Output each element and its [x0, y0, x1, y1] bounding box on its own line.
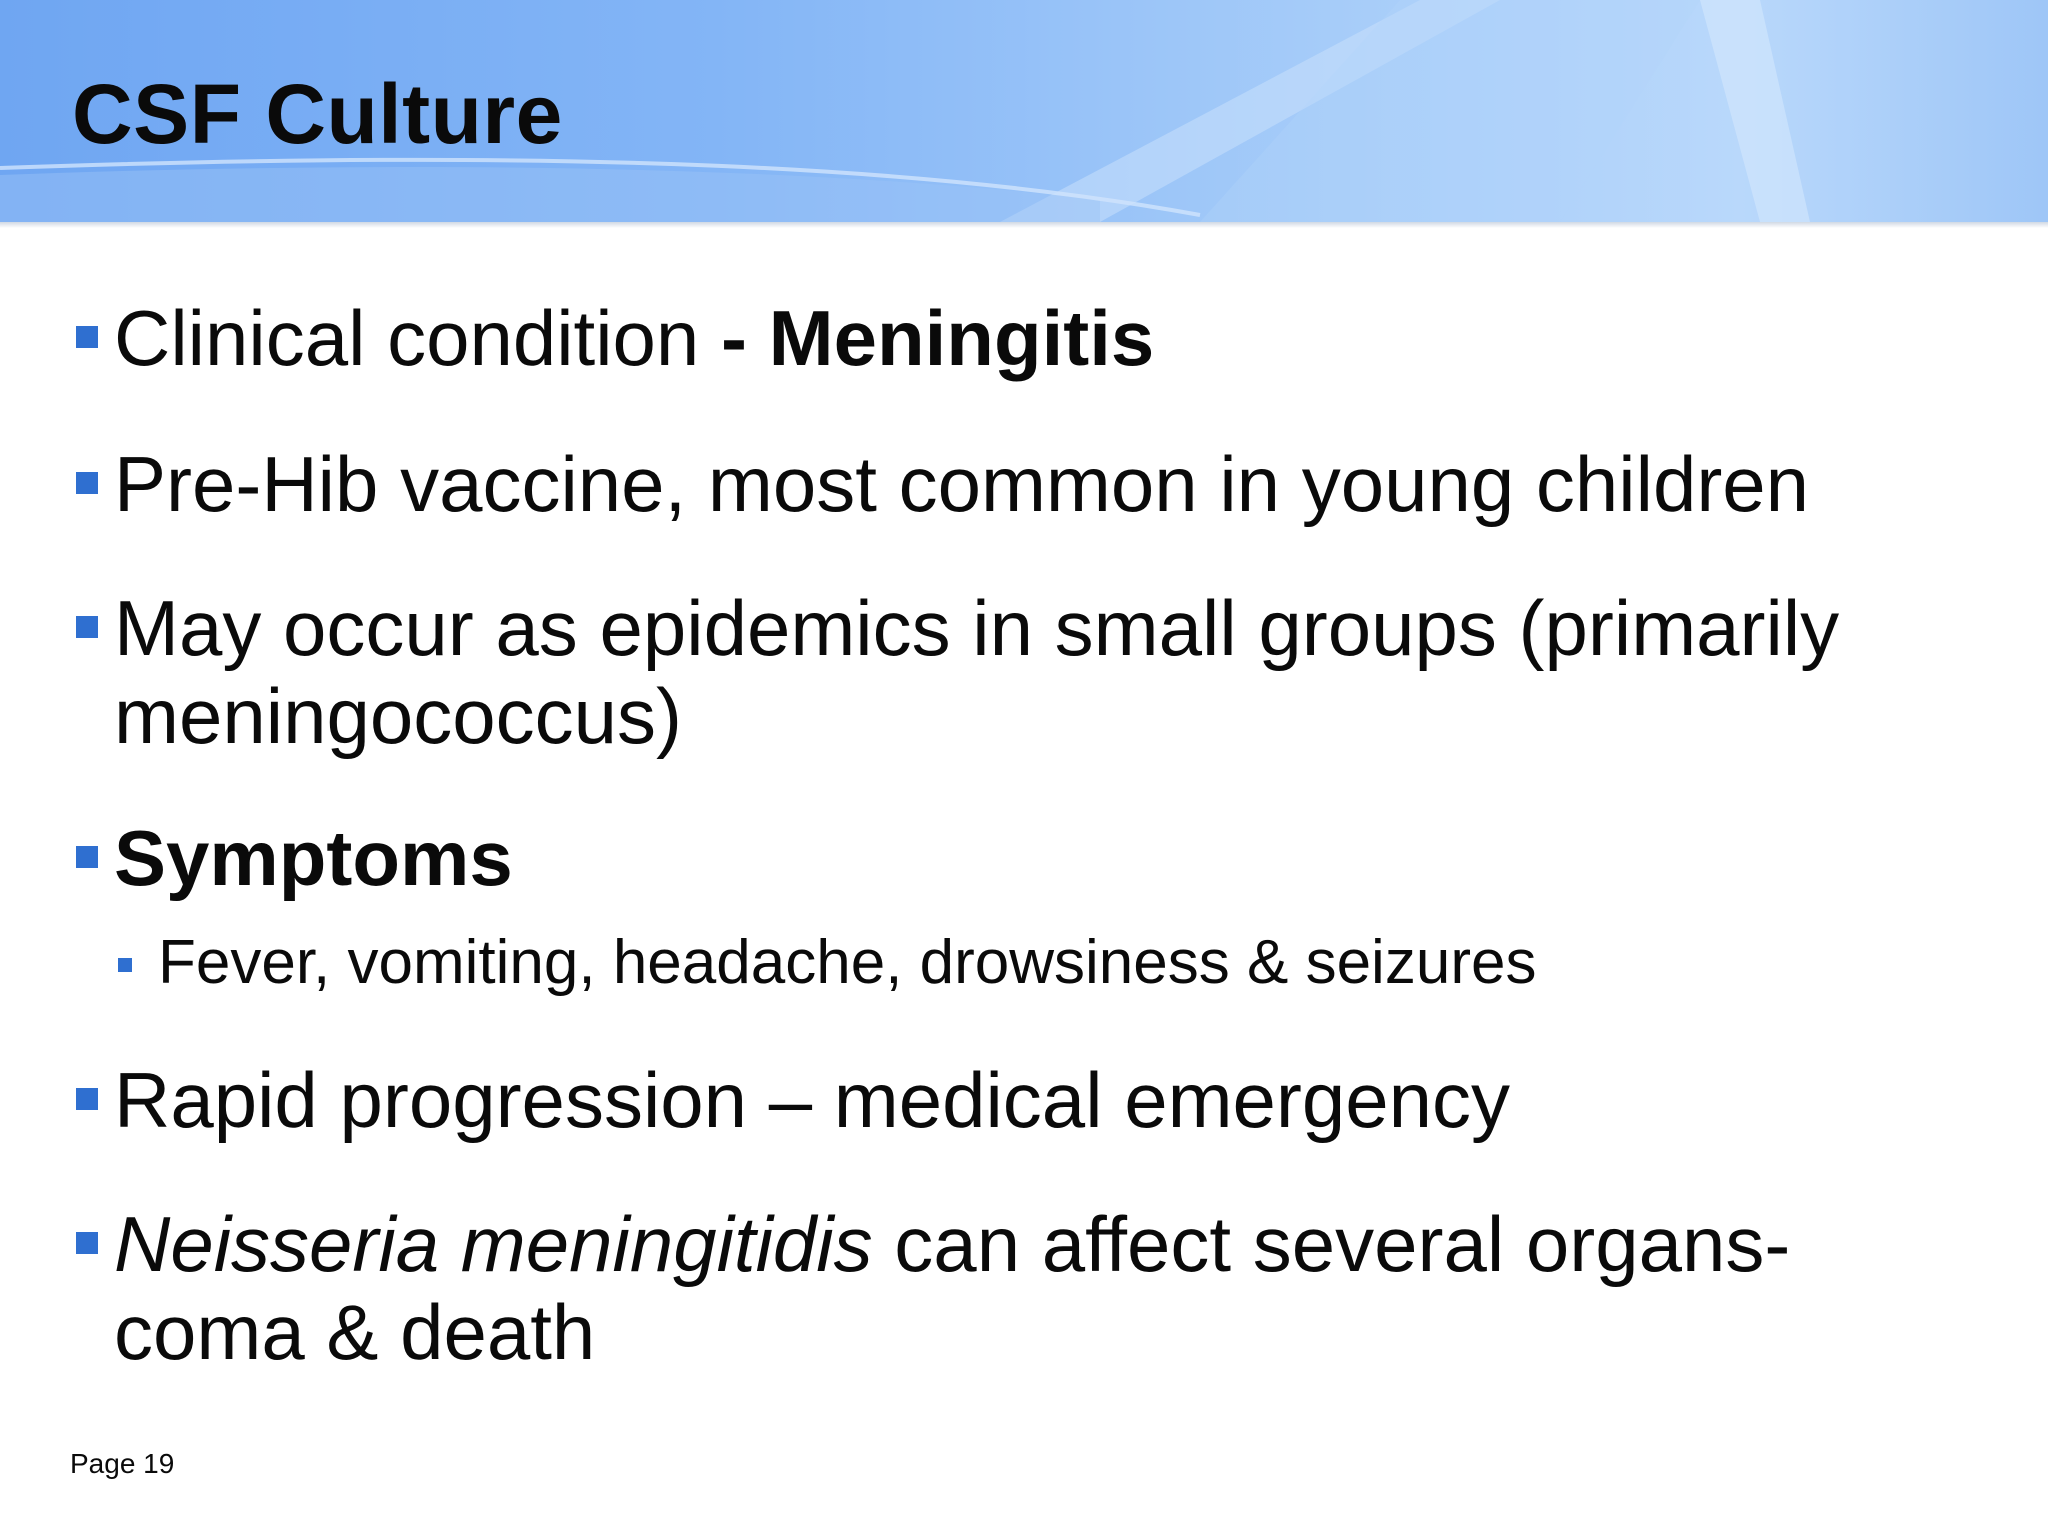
sub-bullet-symptom-list: [158, 928, 1958, 998]
bullet-epidemics: [114, 584, 1974, 760]
square-bullet-icon: [76, 1088, 98, 1110]
bullet-text: can affect several organs- coma & death: [114, 1200, 1791, 1376]
square-bullet-icon: [76, 472, 98, 494]
slide-title: CSF Culture: [72, 67, 563, 161]
sub-bullet-text: Fever, vomiting, headache, drowsiness & seizures: [158, 928, 1537, 997]
bullet-text-bold: Symptoms: [114, 814, 513, 902]
bullet-text-bold: - Meningitis: [720, 294, 1155, 382]
header-shadow: [0, 222, 2048, 228]
bullet-neisseria: [114, 1200, 1974, 1376]
bullet-clinical-condition: [114, 294, 1974, 382]
bullet-symptoms: [114, 814, 1974, 902]
square-bullet-icon: [76, 326, 98, 348]
square-bullet-icon: [76, 846, 98, 868]
page-number: Page 19: [70, 1448, 175, 1479]
bullet-rapid-progression: [114, 1056, 1974, 1144]
bullet-text: Rapid progression – medical emergency: [114, 1056, 1511, 1144]
bullet-text: Clinical condition: [114, 294, 721, 382]
small-square-bullet-icon: [118, 958, 132, 972]
bullet-text: May occur as epidemics in small groups (primarily meningococcus): [114, 584, 1840, 760]
bullet-text: Pre-Hib vaccine, most common in young children: [114, 440, 1810, 528]
square-bullet-icon: [76, 616, 98, 638]
square-bullet-icon: [76, 1232, 98, 1254]
bullet-pre-hib-vaccine: [114, 440, 1974, 528]
bullet-text-italic: Neisseria meningitidis: [114, 1200, 873, 1288]
